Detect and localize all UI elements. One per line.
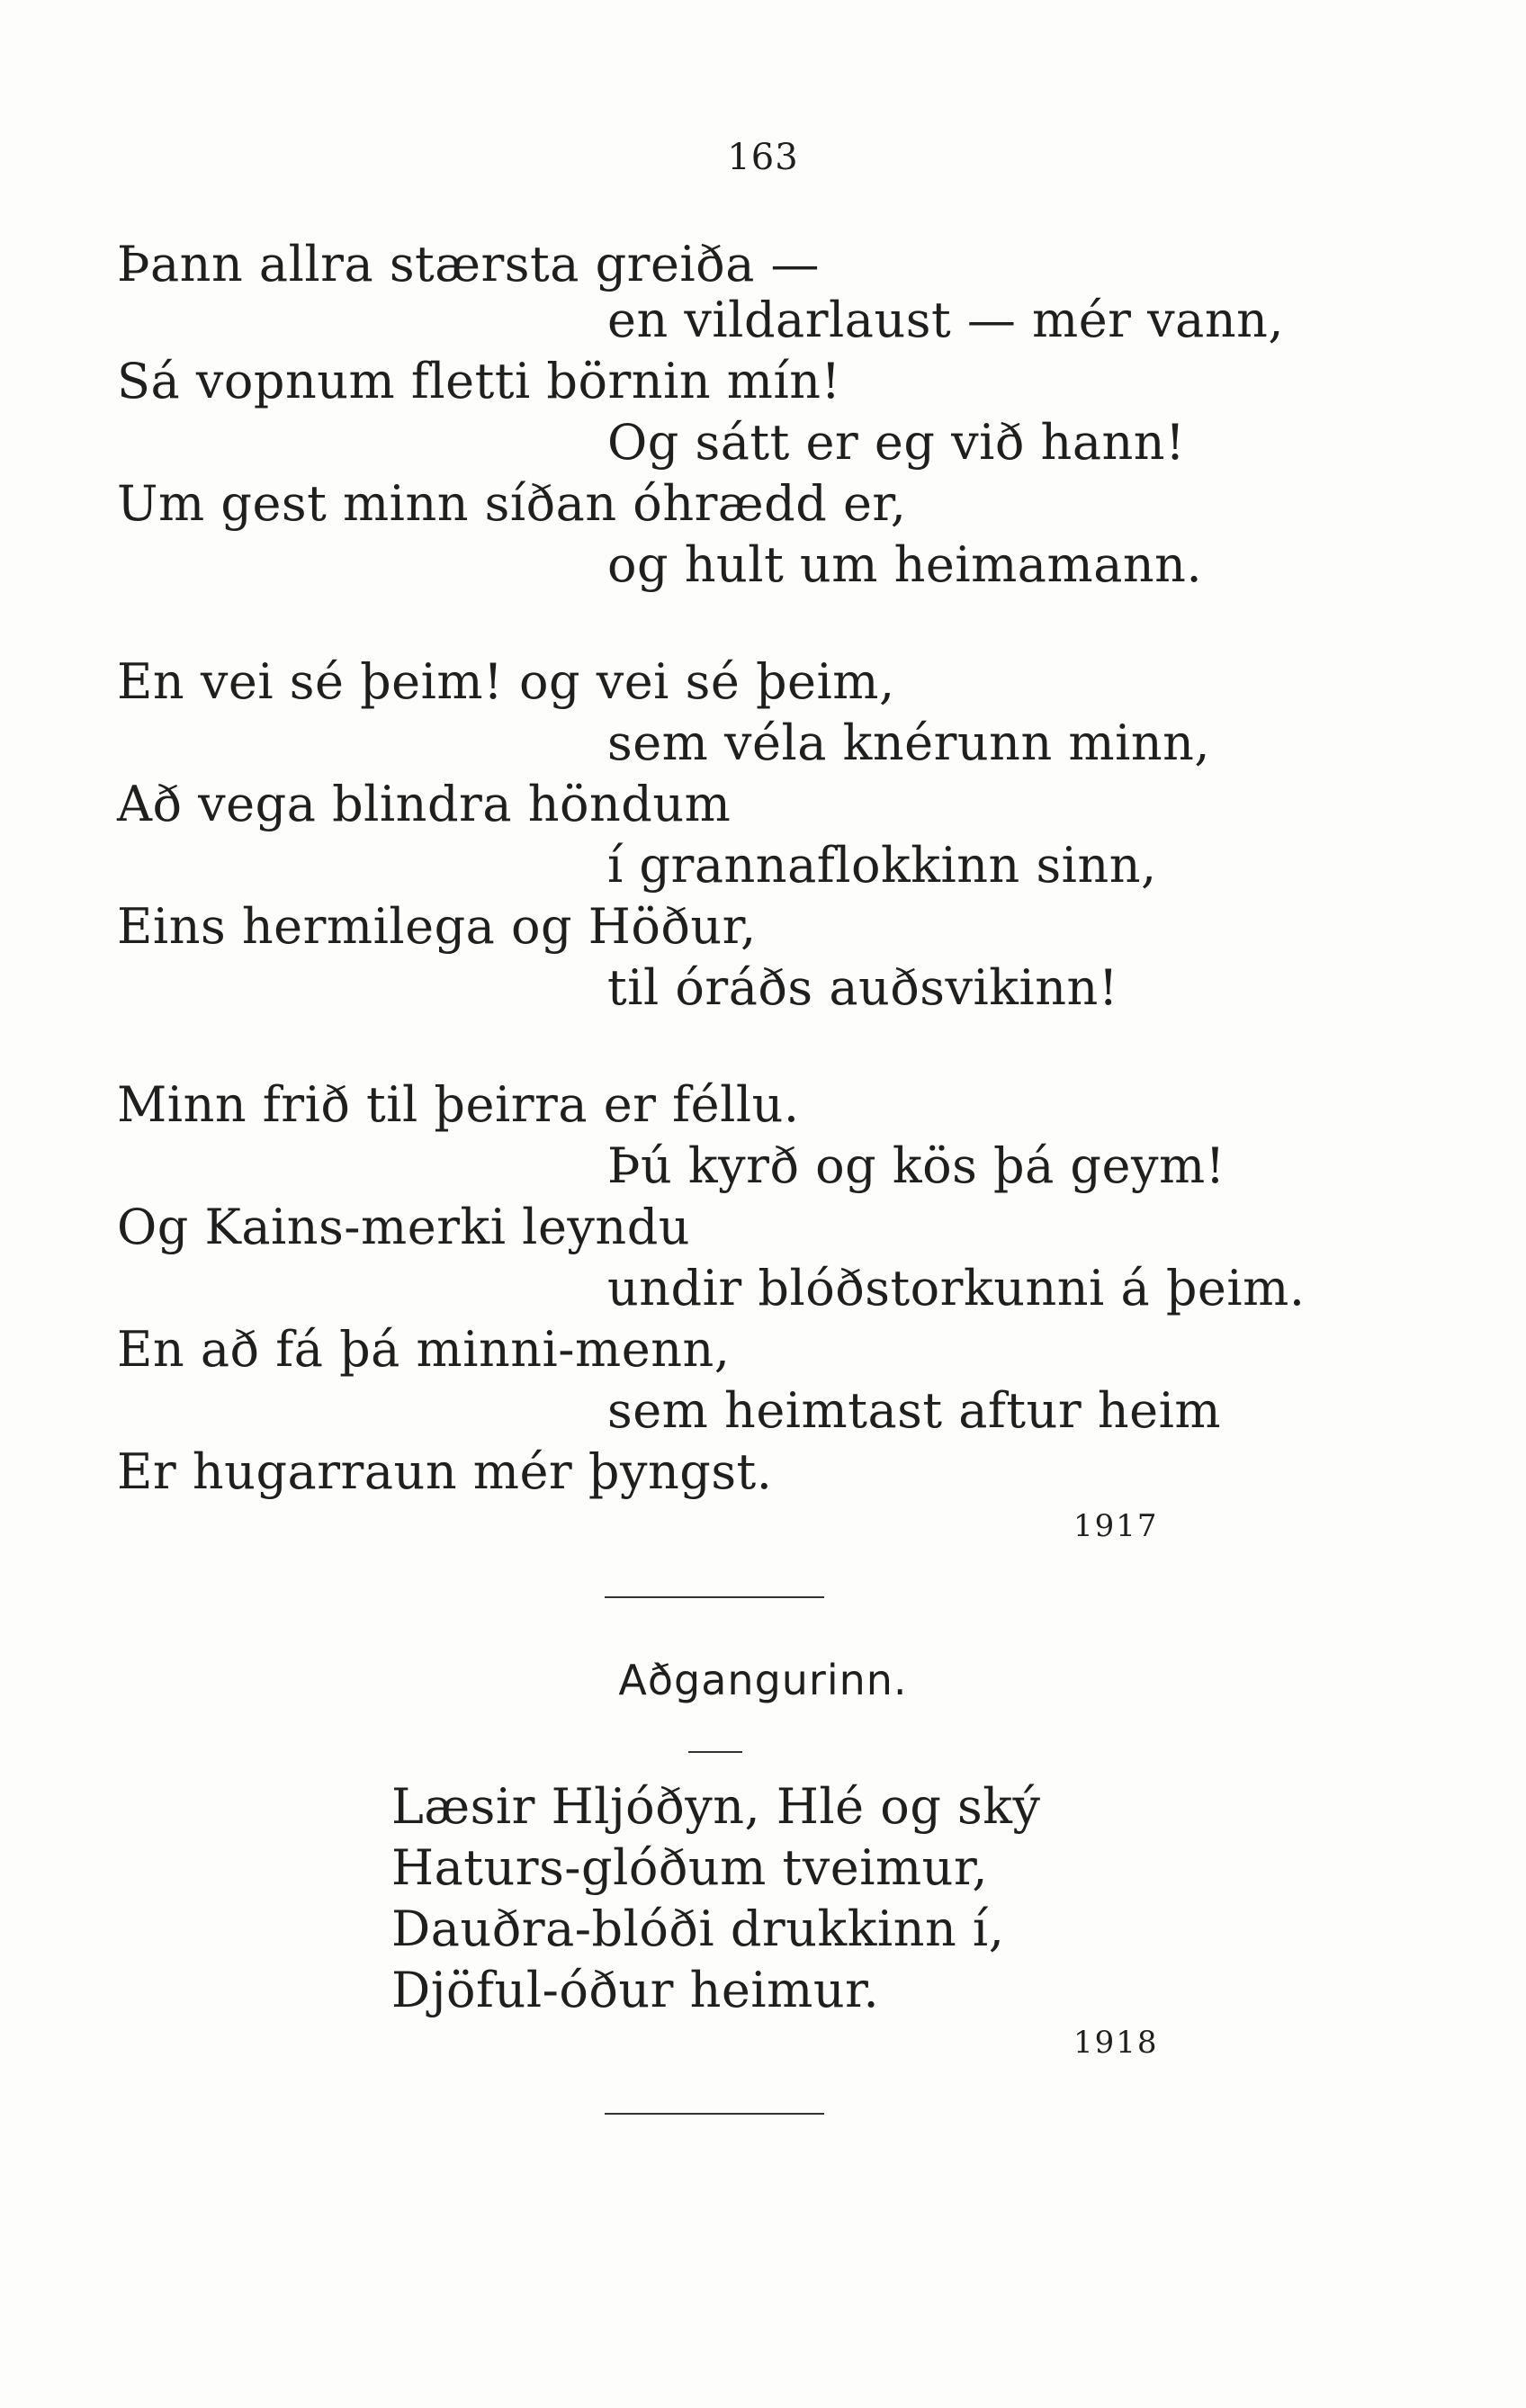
poem-line: sem heimtast aftur heim <box>607 1382 1222 1439</box>
poem-line: Um gest minn síðan óhrædd er, <box>117 475 907 532</box>
poem-line: og hult um heimamann. <box>607 536 1203 593</box>
section-divider <box>605 2113 824 2115</box>
page-number: 163 <box>727 137 799 178</box>
poem-line: Og Kains-merki leyndu <box>117 1199 691 1255</box>
poem-line: En að fá þá minni-menn, <box>117 1321 731 1378</box>
title-divider <box>688 1751 742 1753</box>
poem-line: til óráðs auðsvikinn! <box>607 959 1119 1016</box>
poem-line: en vildarlaust — mér vann, <box>607 292 1285 348</box>
poem-line: Þú kyrð og kös þá geym! <box>607 1137 1225 1194</box>
poem-line: Og sátt er eg við hann! <box>607 414 1186 471</box>
poem-line: undir blóðstorkunni á þeim. <box>607 1260 1306 1316</box>
section-divider <box>605 1596 824 1598</box>
poem-line: Læsir Hljóðyn, Hlé og ský <box>391 1778 1041 1835</box>
poem-title: Aðgangurinn. <box>618 1656 908 1704</box>
poem-line: sem véla knérunn minn, <box>607 714 1211 771</box>
poem-line: Dauðra-blóði drukkinn í, <box>391 1900 1005 1957</box>
poem-line: Er hugarraun mér þyngst. <box>117 1443 773 1500</box>
poem-line: Þann allra stærsta greiða — <box>117 236 821 292</box>
poem-line: En vei sé þeim! og vei sé þeim, <box>117 653 895 710</box>
poem-line: Minn frið til þeirra er féllu. <box>117 1076 800 1133</box>
poem-line: Haturs-glóðum tveimur, <box>391 1839 989 1896</box>
poem-line: Djöful-óður heimur. <box>391 1962 880 2018</box>
poem-line: Sá vopnum fletti börnin mín! <box>117 353 841 409</box>
poem-year: 1917 <box>1073 1508 1159 1544</box>
poem-line: Eins hermilega og Höður, <box>117 898 757 955</box>
poem-year: 1918 <box>1073 2025 1159 2061</box>
poem-line: Að vega blindra höndum <box>117 776 732 832</box>
poem-line: í grannaflokkinn sinn, <box>607 837 1157 894</box>
